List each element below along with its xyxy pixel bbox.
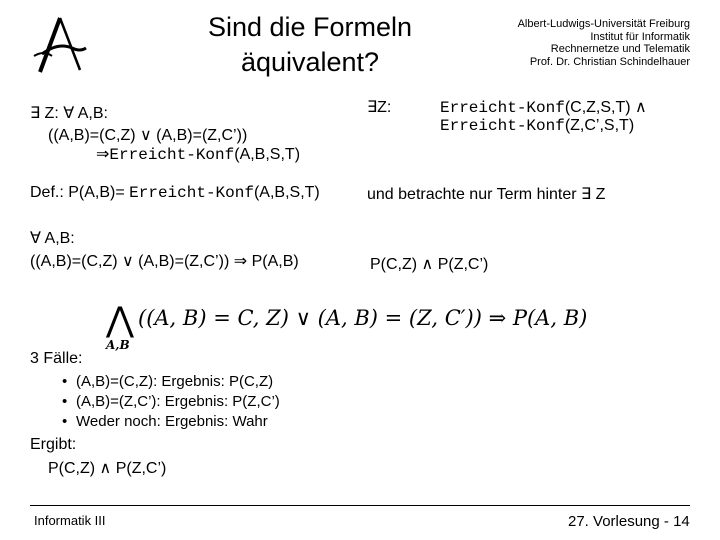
implication-line: ⇒Erreicht-Konf(A,B,S,T) (96, 146, 301, 164)
result-line: P(C,Z) ∧ P(Z,C’) (48, 460, 167, 477)
list-item: • (A,B)=(C,Z): Ergebnis: P(C,Z) (62, 373, 274, 390)
p-conjunction: P(C,Z) ∧ P(Z,C’) (370, 256, 489, 273)
reach-config-line-1: Erreicht-Konf(C,Z,S,T) ∧ (440, 99, 647, 117)
reach-config-line-2: Erreicht-Konf(Z,C’,S,T) (440, 117, 635, 135)
consider-note: und betrachte nur Term hinter ∃ Z (367, 186, 606, 203)
forall-condition-line: ((A,B)=(C,Z) ∨ (A,B)=(Z,C’)) ⇒ P(A,B) (30, 253, 299, 270)
university-logo (28, 12, 92, 76)
exists-z-label: ∃Z: (367, 99, 392, 116)
footer-slide-number: 27. Vorlesung - 14 (568, 513, 690, 530)
formula-body: ((A, B) = C, Z) ∨ (A, B) = (Z, C′)) ⇒ P(A, B) (138, 306, 588, 330)
footer-divider (30, 505, 690, 506)
cases-list (62, 372, 280, 432)
big-wedge-subscript: A,B (106, 338, 130, 352)
cases-heading: 3 Fälle: (30, 350, 83, 367)
exists-forall-line: ∃ Z: ∀ A,B: (30, 105, 108, 122)
list-item: • (A,B)=(Z,C’): Ergebnis: P(Z,C’) (62, 393, 280, 410)
forall-line: ∀ A,B: (30, 230, 75, 247)
list-item: • Weder noch: Ergebnis: Wahr (62, 413, 268, 430)
big-wedge-symbol: ⋀ (106, 300, 134, 340)
page-title: Sind die Formeln äquivalent? (207, 12, 413, 77)
footer-course: Informatik III (34, 513, 106, 528)
definition-line: Def.: P(A,B)= Erreicht-Konf(A,B,S,T) (30, 184, 320, 202)
university-info: Albert-Ludwigs-Universität Freiburg Institut für Informatik Rechnernetze und Telematik Prof. Dr. Christian Schindelhauer (517, 18, 690, 68)
result-heading: Ergibt: (30, 436, 77, 453)
condition-line: ((A,B)=(C,Z) ∨ (A,B)=(Z,C’)) (48, 127, 248, 144)
